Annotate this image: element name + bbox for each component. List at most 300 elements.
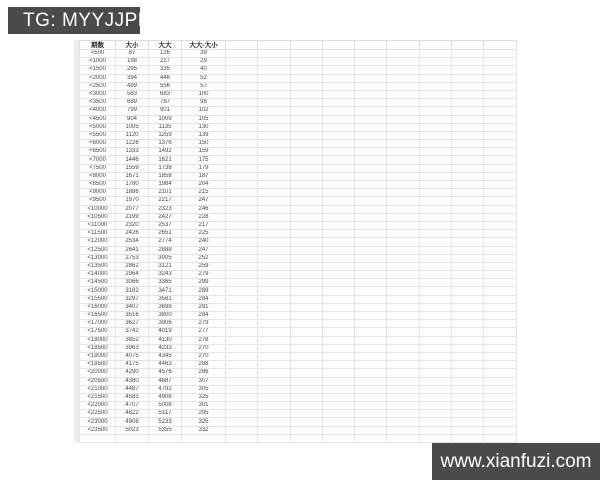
empty-cell: [290, 320, 322, 328]
empty-cell: [322, 123, 354, 131]
empty-cell: [258, 197, 290, 205]
table-cell: 225: [182, 230, 226, 238]
table-cell: 4075: [116, 352, 149, 360]
empty-cell: [419, 123, 451, 131]
empty-cell: [484, 426, 516, 434]
empty-cell: [484, 344, 516, 352]
table-cell: 325: [182, 393, 226, 401]
table-cell: <18500: [80, 344, 116, 352]
empty-cell: [258, 320, 290, 328]
empty-cell: [322, 213, 354, 221]
header-row: [80, 41, 517, 50]
empty-cell: [322, 90, 354, 98]
table-row: [80, 181, 517, 189]
empty-cell: [387, 361, 419, 369]
table-cell: <16000: [80, 303, 116, 311]
table-cell: <6000: [80, 140, 116, 148]
empty-cell: [322, 197, 354, 205]
empty-cell: [387, 82, 419, 90]
table-cell: 305: [182, 385, 226, 393]
empty-cell: [355, 107, 387, 115]
empty-cell: [182, 434, 226, 442]
table-row: [80, 312, 517, 320]
empty-cell: [419, 295, 451, 303]
empty-cell: [290, 58, 322, 66]
table-cell: <8500: [80, 181, 116, 189]
empty-cell: [258, 377, 290, 385]
empty-cell: [322, 189, 354, 197]
empty-cell: [116, 434, 149, 442]
empty-cell: [226, 99, 258, 107]
table-cell: 3516: [116, 312, 149, 320]
empty-cell: [322, 115, 354, 123]
empty-cell: [452, 131, 484, 139]
empty-cell: [355, 418, 387, 426]
empty-cell: [322, 418, 354, 426]
empty-cell: [290, 164, 322, 172]
empty-cell: [226, 303, 258, 311]
empty-cell: [484, 377, 516, 385]
empty-cell: [258, 58, 290, 66]
empty-cell: [452, 140, 484, 148]
table-cell: 139: [182, 131, 226, 139]
table-cell: 3471: [149, 287, 182, 295]
empty-cell: [355, 279, 387, 287]
empty-cell: [387, 418, 419, 426]
empty-cell: [290, 254, 322, 262]
empty-cell: [484, 320, 516, 328]
empty-cell: [452, 213, 484, 221]
table-row: [80, 402, 517, 410]
empty-cell: [387, 320, 419, 328]
table-cell: 3963: [116, 344, 149, 352]
empty-cell: [226, 254, 258, 262]
table-cell: 215: [182, 189, 226, 197]
table-cell: 100: [182, 90, 226, 98]
table-row: [80, 148, 517, 156]
empty-cell: [258, 213, 290, 221]
table-cell: 2862: [116, 262, 149, 270]
empty-cell: [484, 181, 516, 189]
empty-cell: [484, 221, 516, 229]
table-cell: <8000: [80, 172, 116, 180]
empty-cell: [419, 344, 451, 352]
table-cell: 98: [182, 99, 226, 107]
empty-cell: [419, 402, 451, 410]
empty-cell: [419, 418, 451, 426]
table-cell: 5117: [149, 410, 182, 418]
empty-cell: [355, 254, 387, 262]
empty-cell: [322, 74, 354, 82]
empty-cell: [322, 99, 354, 107]
table-row: [80, 205, 517, 213]
table-cell: 5355: [149, 426, 182, 434]
table-cell: 102: [182, 107, 226, 115]
spreadsheet-area: [79, 40, 517, 443]
empty-cell: [290, 131, 322, 139]
empty-header-cell: [226, 41, 258, 50]
empty-cell: [258, 393, 290, 401]
empty-cell: [290, 140, 322, 148]
empty-cell: [484, 58, 516, 66]
table-cell: <21000: [80, 385, 116, 393]
empty-cell: [419, 336, 451, 344]
empty-cell: [355, 148, 387, 156]
empty-cell: [290, 82, 322, 90]
table-row: [80, 230, 517, 238]
empty-cell: [322, 82, 354, 90]
table-cell: 1333: [116, 148, 149, 156]
empty-cell: [322, 262, 354, 270]
empty-cell: [484, 115, 516, 123]
empty-cell: [452, 434, 484, 442]
empty-cell: [322, 66, 354, 74]
empty-cell: [387, 303, 419, 311]
empty-cell: [322, 107, 354, 115]
empty-header-cell: [258, 41, 290, 50]
empty-cell: [258, 385, 290, 393]
table-cell: 4345: [149, 352, 182, 360]
table-cell: <5500: [80, 131, 116, 139]
empty-cell: [452, 58, 484, 66]
table-cell: <4000: [80, 107, 116, 115]
empty-cell: [322, 328, 354, 336]
table-cell: 3407: [116, 303, 149, 311]
empty-cell: [258, 181, 290, 189]
empty-cell: [290, 287, 322, 295]
table-cell: 3698: [149, 303, 182, 311]
empty-cell: [452, 254, 484, 262]
empty-cell: [290, 434, 322, 442]
empty-cell: [226, 74, 258, 82]
empty-cell: [322, 320, 354, 328]
empty-cell: [419, 74, 451, 82]
empty-cell: [484, 418, 516, 426]
table-cell: 150: [182, 140, 226, 148]
table-row: [80, 156, 517, 164]
empty-cell: [355, 164, 387, 172]
table-cell: 2888: [149, 246, 182, 254]
table-cell: <2500: [80, 82, 116, 90]
table-cell: 2320: [116, 221, 149, 229]
table-cell: 301: [182, 402, 226, 410]
empty-cell: [452, 287, 484, 295]
empty-cell: [322, 352, 354, 360]
table-cell: 2641: [116, 246, 149, 254]
empty-cell: [226, 393, 258, 401]
empty-cell: [226, 50, 258, 58]
empty-cell: [258, 344, 290, 352]
table-cell: 4687: [149, 377, 182, 385]
empty-cell: [484, 295, 516, 303]
empty-cell: [258, 230, 290, 238]
table-cell: 204: [182, 181, 226, 189]
table-cell: 1780: [116, 181, 149, 189]
empty-cell: [290, 418, 322, 426]
empty-cell: [226, 90, 258, 98]
data-table: [79, 40, 517, 443]
table-row: [80, 361, 517, 369]
empty-row: [80, 434, 517, 442]
table-cell: 3297: [116, 295, 149, 303]
empty-cell: [452, 230, 484, 238]
empty-cell: [322, 434, 354, 442]
table-cell: 2077: [116, 205, 149, 213]
empty-cell: [452, 377, 484, 385]
empty-cell: [387, 197, 419, 205]
empty-cell: [484, 148, 516, 156]
table-cell: 583: [116, 90, 149, 98]
empty-cell: [452, 369, 484, 377]
empty-cell: [419, 90, 451, 98]
telegram-watermark: TG: MYYJJPP: [8, 7, 140, 34]
empty-cell: [452, 385, 484, 393]
empty-cell: [452, 238, 484, 246]
empty-cell: [290, 156, 322, 164]
empty-cell: [355, 213, 387, 221]
empty-cell: [452, 181, 484, 189]
table-cell: <19000: [80, 352, 116, 360]
empty-cell: [80, 434, 116, 442]
empty-cell: [258, 418, 290, 426]
table-row: [80, 238, 517, 246]
empty-cell: [322, 148, 354, 156]
table-cell: 307: [182, 377, 226, 385]
empty-cell: [419, 99, 451, 107]
empty-cell: [387, 230, 419, 238]
empty-cell: [226, 181, 258, 189]
empty-cell: [290, 123, 322, 131]
table-row: [80, 295, 517, 303]
table-row: [80, 66, 517, 74]
empty-cell: [355, 344, 387, 352]
empty-cell: [226, 140, 258, 148]
table-cell: 4583: [116, 393, 149, 401]
empty-cell: [452, 189, 484, 197]
empty-cell: [419, 189, 451, 197]
table-row: [80, 385, 517, 393]
empty-cell: [387, 254, 419, 262]
table-cell: <11500: [80, 230, 116, 238]
empty-cell: [226, 148, 258, 156]
table-cell: 289: [182, 287, 226, 295]
table-row: [80, 352, 517, 360]
empty-cell: [226, 246, 258, 254]
empty-cell: [355, 189, 387, 197]
empty-cell: [452, 352, 484, 360]
table-cell: 904: [116, 115, 149, 123]
table-cell: 3365: [149, 279, 182, 287]
table-row: [80, 189, 517, 197]
table-cell: 1559: [116, 164, 149, 172]
empty-cell: [355, 74, 387, 82]
table-cell: <14500: [80, 279, 116, 287]
empty-cell: [419, 352, 451, 360]
table-cell: 3852: [116, 336, 149, 344]
empty-cell: [322, 402, 354, 410]
empty-cell: [258, 148, 290, 156]
empty-cell: [387, 410, 419, 418]
table-cell: 332: [182, 426, 226, 434]
table-cell: <4500: [80, 115, 116, 123]
empty-cell: [419, 230, 451, 238]
empty-cell: [419, 369, 451, 377]
table-cell: <15500: [80, 295, 116, 303]
empty-cell: [387, 279, 419, 287]
empty-cell: [258, 221, 290, 229]
empty-cell: [258, 172, 290, 180]
empty-cell: [452, 197, 484, 205]
empty-cell: [226, 238, 258, 246]
empty-cell: [387, 271, 419, 279]
empty-cell: [419, 361, 451, 369]
table-row: [80, 254, 517, 262]
table-cell: 87: [116, 50, 149, 58]
empty-cell: [419, 221, 451, 229]
table-cell: <12500: [80, 246, 116, 254]
table-cell: <10500: [80, 213, 116, 221]
empty-cell: [484, 262, 516, 270]
empty-cell: [355, 303, 387, 311]
empty-cell: [484, 205, 516, 213]
empty-cell: [387, 131, 419, 139]
empty-cell: [484, 82, 516, 90]
empty-cell: [226, 434, 258, 442]
empty-cell: [355, 320, 387, 328]
empty-cell: [355, 262, 387, 270]
empty-cell: [226, 287, 258, 295]
empty-cell: [387, 328, 419, 336]
empty-cell: [484, 246, 516, 254]
empty-cell: [258, 90, 290, 98]
empty-cell: [355, 172, 387, 180]
table-row: [80, 74, 517, 82]
empty-cell: [484, 197, 516, 205]
table-cell: 4463: [149, 361, 182, 369]
empty-cell: [322, 361, 354, 369]
empty-cell: [290, 189, 322, 197]
table-cell: 3742: [116, 328, 149, 336]
table-cell: 4908: [116, 418, 149, 426]
empty-cell: [452, 361, 484, 369]
empty-cell: [226, 262, 258, 270]
empty-cell: [355, 66, 387, 74]
empty-cell: [226, 66, 258, 74]
empty-cell: [484, 131, 516, 139]
empty-cell: [258, 82, 290, 90]
empty-cell: [452, 90, 484, 98]
table-cell: 246: [182, 205, 226, 213]
empty-cell: [419, 181, 451, 189]
table-row: [80, 131, 517, 139]
table-cell: 278: [182, 336, 226, 344]
table-cell: 126: [149, 50, 182, 58]
empty-cell: [258, 205, 290, 213]
empty-cell: [387, 352, 419, 360]
table-cell: 3627: [116, 320, 149, 328]
table-cell: 1005: [116, 123, 149, 131]
empty-cell: [355, 90, 387, 98]
table-cell: 689: [116, 99, 149, 107]
empty-cell: [355, 156, 387, 164]
table-cell: 1671: [116, 172, 149, 180]
empty-cell: [322, 336, 354, 344]
table-cell: <14000: [80, 271, 116, 279]
empty-cell: [452, 115, 484, 123]
empty-cell: [484, 90, 516, 98]
empty-header-cell: [290, 41, 322, 50]
empty-cell: [258, 402, 290, 410]
empty-cell: [419, 148, 451, 156]
table-row: [80, 50, 517, 58]
table-row: [80, 369, 517, 377]
table-cell: 57: [182, 82, 226, 90]
empty-cell: [355, 377, 387, 385]
empty-cell: [484, 336, 516, 344]
table-cell: <1000: [80, 58, 116, 66]
empty-cell: [322, 271, 354, 279]
empty-cell: [452, 344, 484, 352]
empty-cell: [290, 50, 322, 58]
table-cell: <20500: [80, 377, 116, 385]
empty-cell: [484, 271, 516, 279]
table-cell: <9500: [80, 197, 116, 205]
empty-cell: [387, 262, 419, 270]
empty-cell: [322, 254, 354, 262]
empty-cell: [226, 369, 258, 377]
empty-cell: [258, 140, 290, 148]
empty-cell: [258, 123, 290, 131]
table-cell: 159: [182, 148, 226, 156]
empty-cell: [419, 156, 451, 164]
empty-cell: [419, 246, 451, 254]
empty-cell: [355, 246, 387, 254]
table-cell: 52: [182, 74, 226, 82]
table-cell: 247: [182, 246, 226, 254]
empty-cell: [419, 164, 451, 172]
empty-cell: [355, 197, 387, 205]
empty-cell: [226, 279, 258, 287]
table-cell: 270: [182, 352, 226, 360]
table-cell: 4175: [116, 361, 149, 369]
table-cell: 4908: [149, 393, 182, 401]
table-cell: 198: [116, 58, 149, 66]
empty-cell: [419, 131, 451, 139]
column-header: 大大: [149, 41, 182, 50]
empty-cell: [290, 271, 322, 279]
table-row: [80, 426, 517, 434]
table-cell: 4576: [149, 369, 182, 377]
empty-cell: [452, 418, 484, 426]
table-cell: <17500: [80, 328, 116, 336]
table-cell: 2199: [116, 213, 149, 221]
table-cell: 277: [182, 328, 226, 336]
empty-cell: [226, 205, 258, 213]
empty-cell: [322, 287, 354, 295]
column-header: 大小: [116, 41, 149, 50]
empty-cell: [290, 410, 322, 418]
empty-cell: [452, 99, 484, 107]
empty-cell: [258, 336, 290, 344]
table-cell: 40: [182, 66, 226, 74]
empty-cell: [387, 50, 419, 58]
empty-cell: [258, 99, 290, 107]
empty-cell: [322, 344, 354, 352]
empty-cell: [452, 148, 484, 156]
empty-cell: [387, 140, 419, 148]
table-cell: 4130: [149, 336, 182, 344]
table-cell: 105: [182, 115, 226, 123]
